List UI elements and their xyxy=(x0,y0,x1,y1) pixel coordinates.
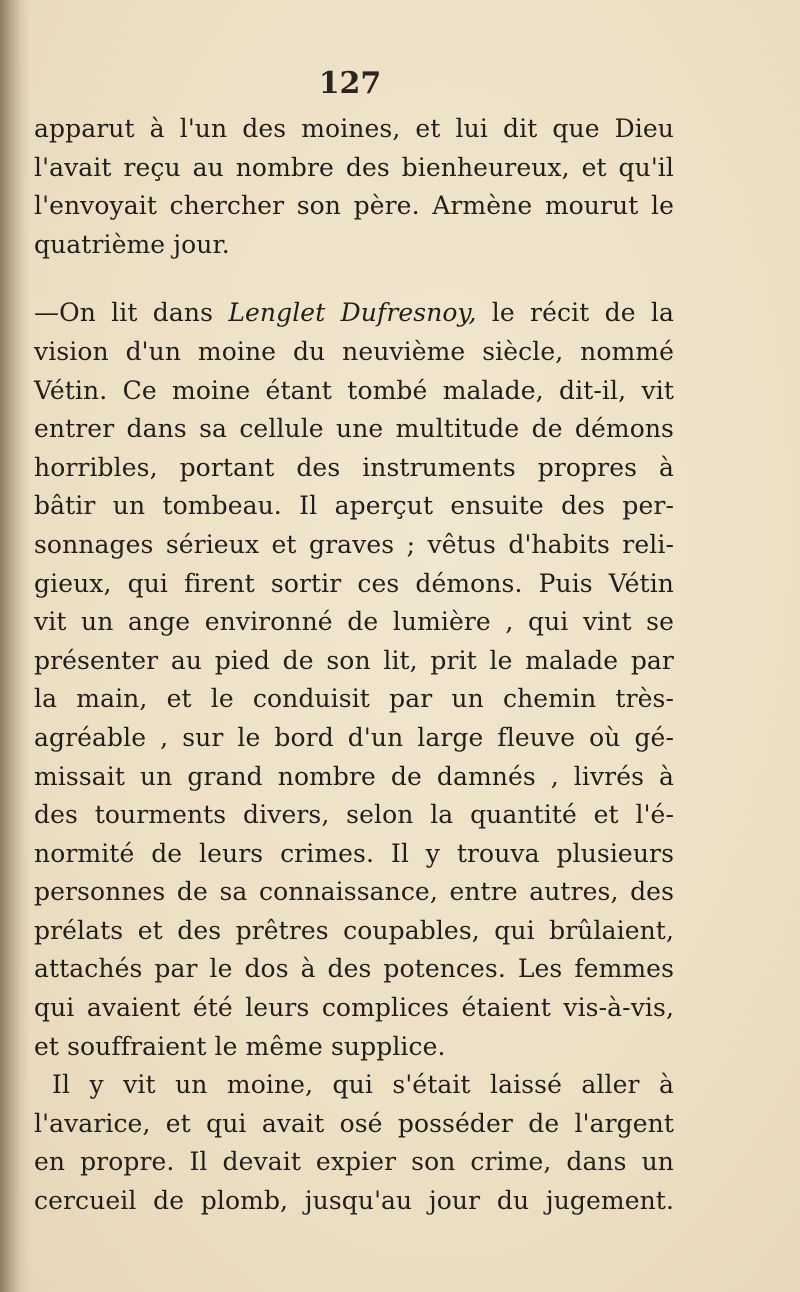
page-binding-shadow xyxy=(0,0,30,1292)
text-line: personnes de sa connaissance, entre autres, des xyxy=(34,877,674,907)
text-line: présenter au pied de son lit, prit le malade par xyxy=(34,645,674,675)
text-line: horribles, portant des instruments propres à xyxy=(34,452,674,482)
text-line: entrer dans sa cellule une multitude de démons xyxy=(34,414,674,444)
text-line: quatrième jour. xyxy=(34,229,230,259)
text-line: attachés par le dos à des potences. Les femmes xyxy=(34,954,674,984)
text-line xyxy=(34,294,674,333)
text-line: l'avait reçu au nombre des bienheureux, et qu'il xyxy=(34,152,674,182)
text-line: en propre. Il devait expier son crime, dans un xyxy=(34,1147,674,1177)
text-line: bâtir un tombeau. Il aperçut ensuite des per- xyxy=(34,491,674,521)
text-line: l'envoyait chercher son père. Armène mourut le xyxy=(34,191,674,221)
text-line: prélats et des prêtres coupables, qui brûlaient, xyxy=(34,915,674,945)
text-line: des tourments divers, selon la quantité et l'é- xyxy=(34,800,674,830)
text-line: Il y vit un moine, qui s'était laissé aller à xyxy=(52,1070,674,1100)
author-name-italic: Lenglet Dufresnoy, xyxy=(228,298,477,328)
text-segment: —On lit dans xyxy=(34,298,229,328)
text-line: et souffraient le même supplice. xyxy=(34,1031,446,1061)
text-line: qui avaient été leurs complices étaient vis-à-vis, xyxy=(34,993,674,1023)
text-line: apparut à l'un des moines, et lui dit que Dieu xyxy=(34,114,674,143)
text-line: cercueil de plomb, jusqu'au jour du jugement. xyxy=(34,1186,674,1216)
text-line: normité de leurs crimes. Il y trouva plusieurs xyxy=(34,838,674,868)
text-line: la main, et le conduisit par un chemin très- xyxy=(34,684,674,714)
text-line: gieux, qui firent sortir ces démons. Puis Vétin xyxy=(34,568,674,598)
text-line: sonnages sérieux et graves ; vêtus d'habits reli- xyxy=(34,529,674,559)
text-line: vision d'un moine du neuvième siècle, nommé xyxy=(34,336,674,366)
text-line: Vétin. Ce moine étant tombé malade, dit-il, vit xyxy=(34,375,674,405)
page-text xyxy=(34,110,674,1221)
text-line: l'avarice, et qui avait osé posséder de l'argent xyxy=(34,1108,674,1138)
text-segment: le récit de la xyxy=(476,298,674,328)
text-line: vit un ange environné de lumière , qui vint se xyxy=(34,607,674,637)
text-line: missait un grand nombre de damnés , livrés à xyxy=(34,761,674,791)
page-number: 127 xyxy=(318,66,382,101)
text-line: agréable , sur le bord d'un large fleuve où gé- xyxy=(34,722,674,752)
